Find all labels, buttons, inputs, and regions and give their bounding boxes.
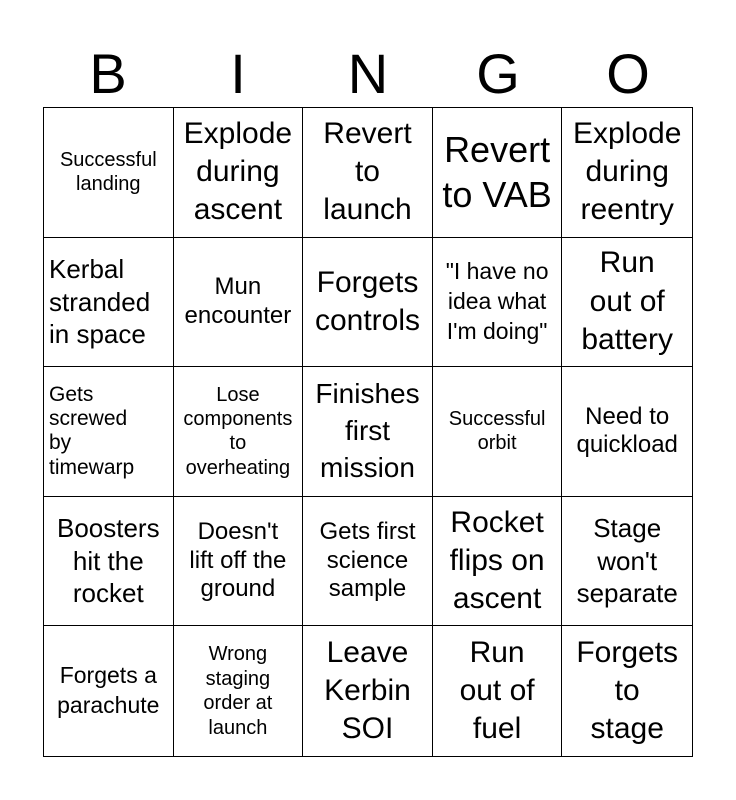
- bingo-cell[interactable]: Gets screwed by timewarp: [44, 367, 174, 497]
- bingo-cell[interactable]: Need to quickload: [562, 367, 692, 497]
- bingo-cell[interactable]: Explode during reentry: [562, 108, 692, 238]
- bingo-cell[interactable]: Revert to launch: [303, 108, 433, 238]
- bingo-cell[interactable]: Doesn't lift off the ground: [174, 497, 304, 627]
- bingo-cell[interactable]: Mun encounter: [174, 238, 304, 368]
- bingo-cell[interactable]: Wrong staging order at launch: [174, 626, 304, 756]
- bingo-cell[interactable]: Successful landing: [44, 108, 174, 238]
- bingo-cell[interactable]: Leave Kerbin SOI: [303, 626, 433, 756]
- bingo-cell[interactable]: Forgets controls: [303, 238, 433, 368]
- bingo-cell[interactable]: Rocket flips on ascent: [433, 497, 563, 627]
- header-letter-o: O: [606, 42, 650, 105]
- bingo-header: [43, 44, 693, 104]
- header-letter-i: I: [230, 42, 246, 105]
- bingo-cell[interactable]: Kerbal stranded in space: [44, 238, 174, 368]
- bingo-cell[interactable]: Run out of fuel: [433, 626, 563, 756]
- bingo-cell[interactable]: Gets first science sample: [303, 497, 433, 627]
- bingo-cell[interactable]: Finishes first mission: [303, 367, 433, 497]
- bingo-cell[interactable]: Boosters hit the rocket: [44, 497, 174, 627]
- bingo-cell[interactable]: Run out of battery: [562, 238, 692, 368]
- bingo-cell[interactable]: Explode during ascent: [174, 108, 304, 238]
- bingo-cell[interactable]: Stage won't separate: [562, 497, 692, 627]
- bingo-cell[interactable]: Forgets to stage: [576, 635, 679, 746]
- bingo-cell[interactable]: Lose components to overheating: [174, 367, 304, 497]
- header-letter-g: G: [476, 42, 520, 105]
- header-letter-n: N: [347, 42, 389, 105]
- bingo-cell[interactable]: Revert to VAB: [433, 108, 563, 238]
- bingo-cell[interactable]: Successful orbit: [433, 367, 563, 497]
- header-letter-b: B: [89, 42, 127, 105]
- bingo-board: [43, 107, 693, 757]
- bingo-cell[interactable]: Forgets a parachute: [44, 626, 174, 756]
- bingo-cell[interactable]: "I have no idea what I'm doing": [433, 238, 563, 368]
